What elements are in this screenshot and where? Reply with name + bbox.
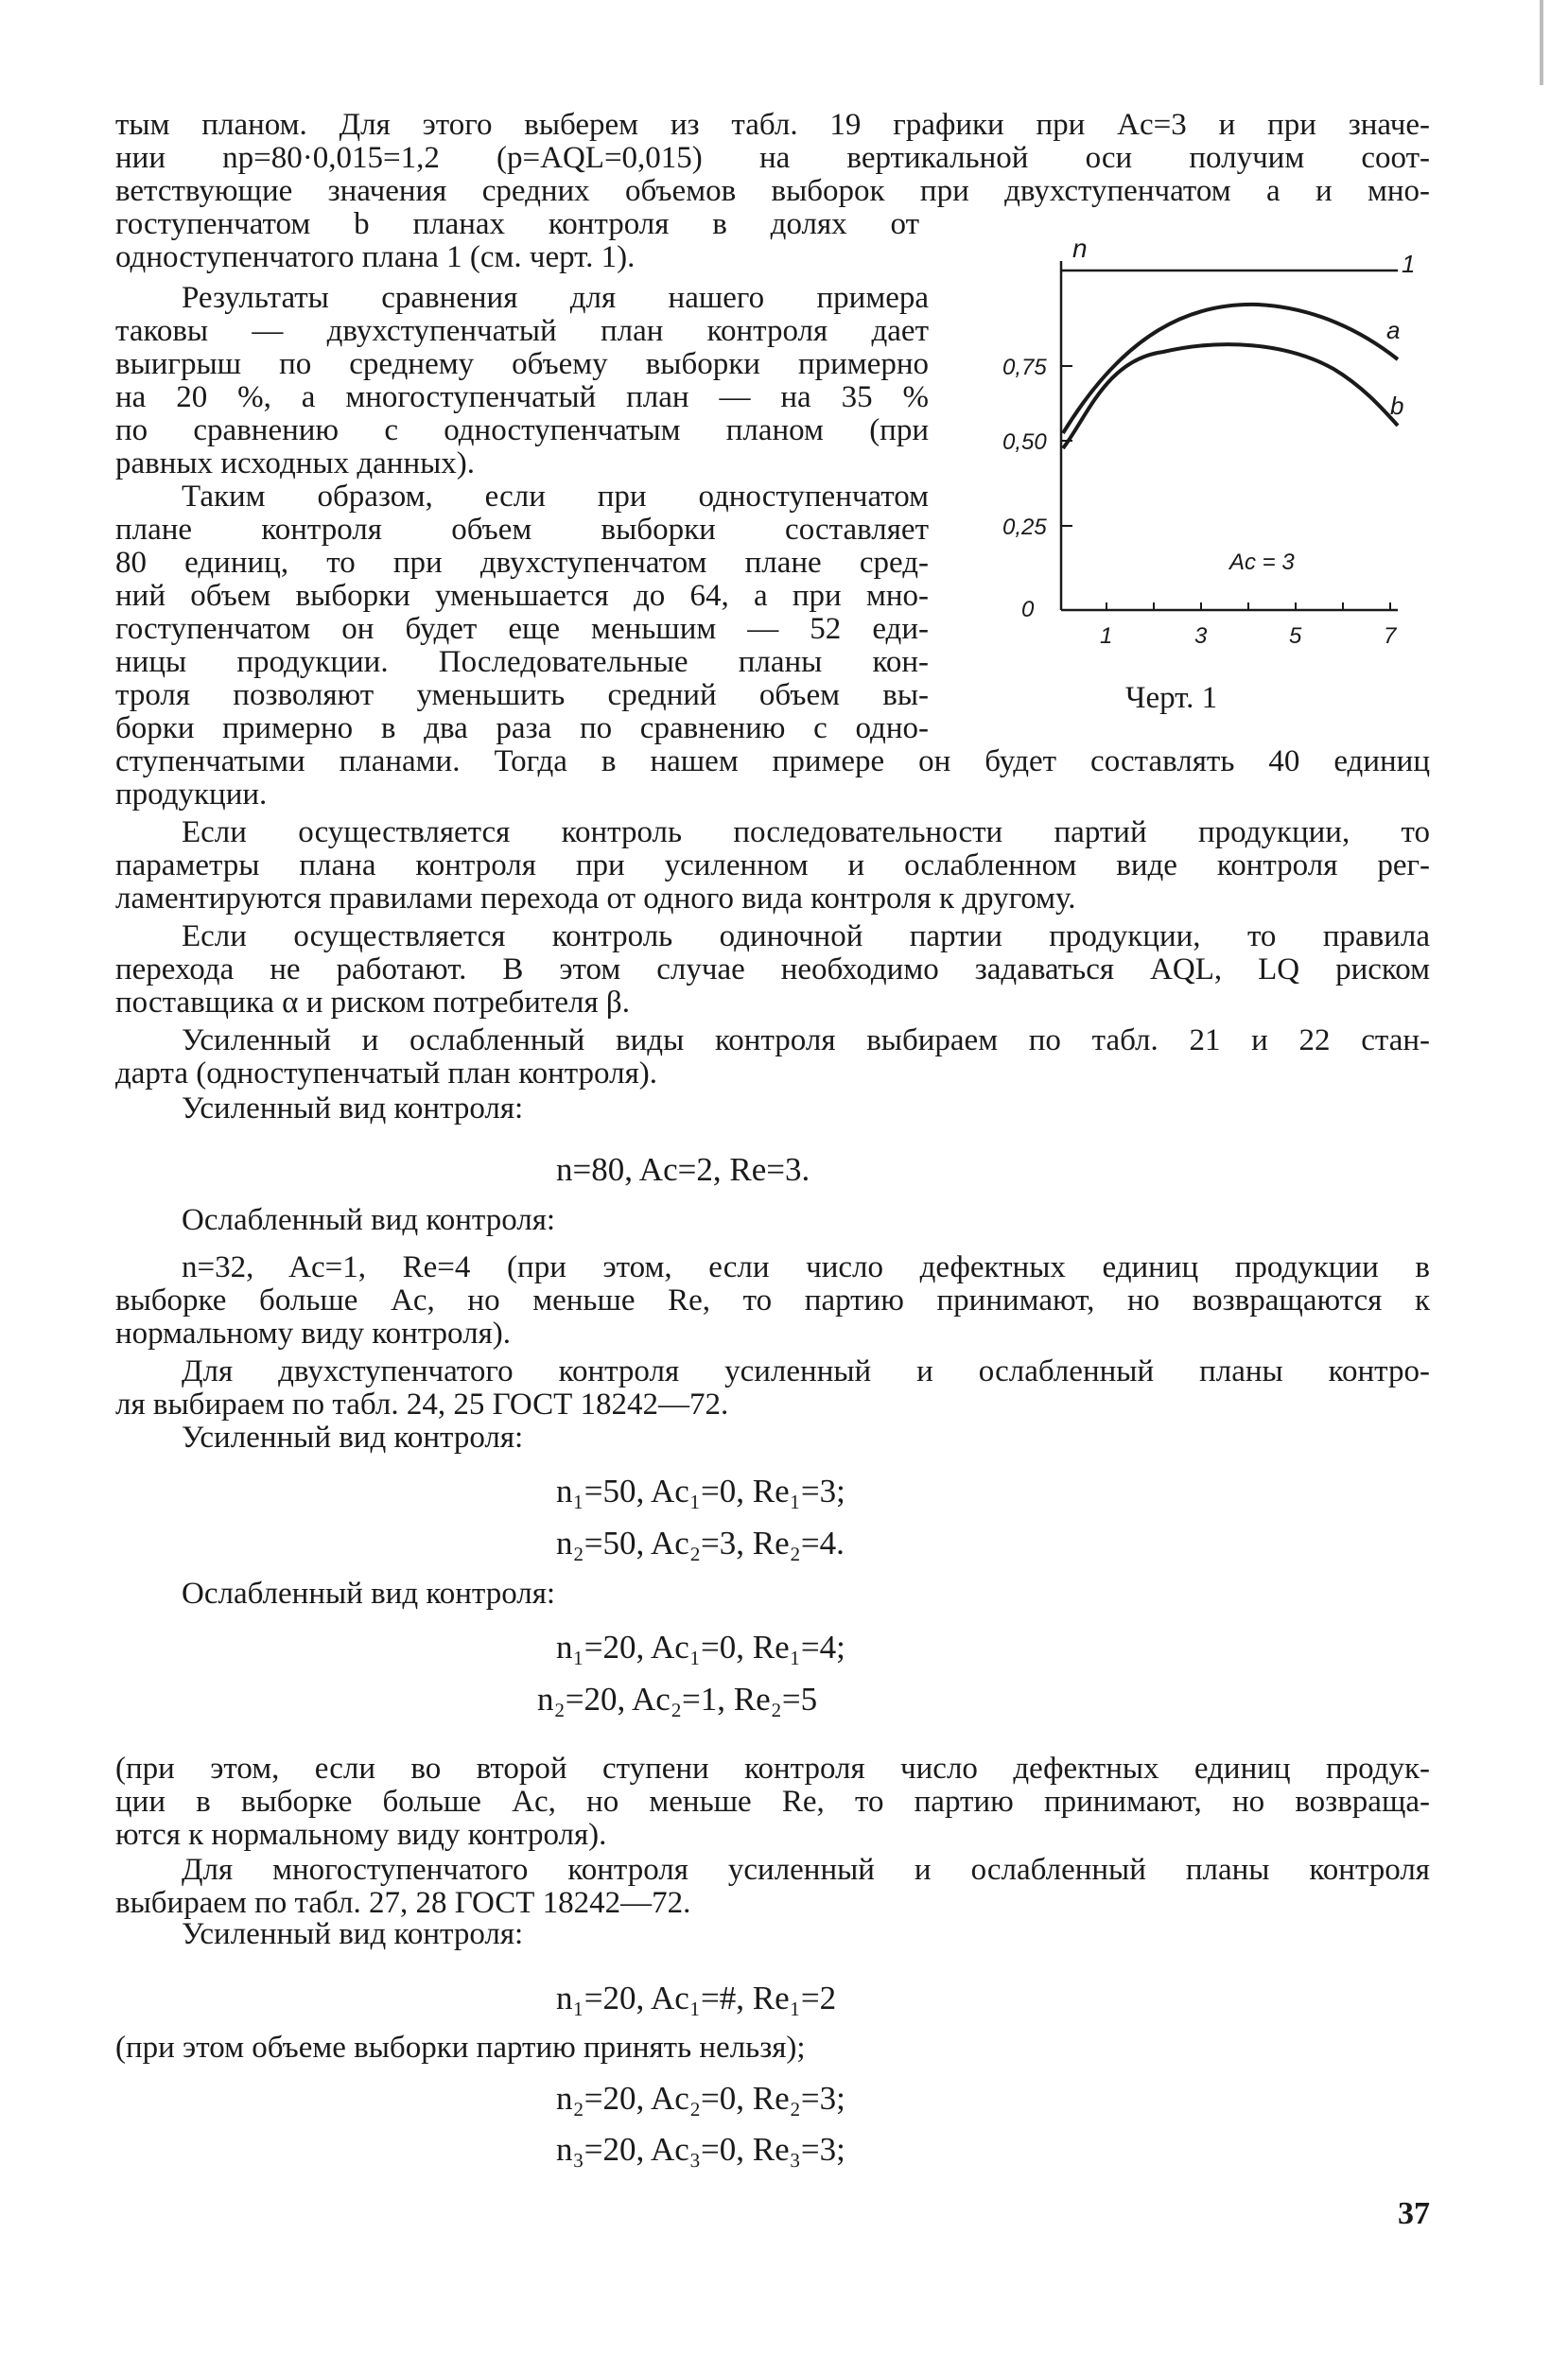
text-line: выборке больше Ac, но меньше Re, то партию принимают, но возвращаются к	[115, 1283, 1430, 1318]
text-line: Таким образом, если при одноступенчатом	[182, 480, 929, 514]
reduced-paragraph-1	[115, 1251, 1430, 1351]
text-line: n=32, Ac=1, Re=4 (при этом, если число дефектных единиц продукции в	[182, 1250, 1430, 1284]
multi-paragraph	[115, 1854, 1430, 1920]
cannot-accept-note: (при этом объеме выборки партию принять нельзя);	[115, 2031, 806, 2065]
text-line: ветствующие значения средних объемов выборок при двухступенчатом a и мно-	[115, 174, 1430, 208]
curve-b-line	[1063, 344, 1398, 448]
intro-paragraph	[115, 109, 1430, 208]
formula-tightened-3a: n₁=20, Ac₁=#, Re₁=2	[556, 1980, 837, 2016]
text-line: (при этом, если во второй ступени контроля число дефектных единиц продук-	[115, 1752, 1430, 1786]
text-line: перехода не работают. В этом случае необходимо задаваться AQL, LQ риском	[115, 952, 1430, 986]
formula-tightened-3c: n₃=20, Ac₃=0, Re₃=3;	[556, 2131, 845, 2168]
text-line: выигрыш по среднему объему выборки примерно	[115, 347, 929, 381]
text-line: ламентируются правилами перехода от одного вида контроля к другому.	[115, 881, 1076, 916]
text-line: борки примерно в два раза по сравнению с одно-	[115, 711, 929, 745]
text-line: 80 единиц, то при двухступенчатом плане сред-	[115, 546, 929, 580]
text-line: ний объем выборки уменьшается до 64, а при мно-	[115, 579, 929, 613]
text-line: плане контроля объем выборки составляет	[115, 513, 929, 547]
page-number: 37	[1398, 2196, 1430, 2231]
intro-paragraph-narrow	[115, 208, 919, 274]
formula-reduced-2a: n₁=20, Ac₁=0, Re₁=4;	[556, 1629, 845, 1666]
text-line: равных исходных данных).	[115, 446, 476, 480]
text-line: параметры плана контроля при усиленном и ослабленном виде контроля рег-	[115, 848, 1430, 882]
text-line: Для двухступенчатого контроля усиленный и ослабленный планы контро-	[182, 1354, 1430, 1388]
reduced-label-1: Ослабленный вид контроля:	[182, 1203, 556, 1237]
x-tick-label: 1	[1100, 623, 1113, 649]
choose-paragraph	[115, 1024, 1430, 1091]
curve-a-line	[1063, 305, 1401, 433]
tightened-label-1: Усиленный вид контроля:	[182, 1091, 524, 1126]
second-stage-paragraph	[115, 1753, 1430, 1852]
text-line: Если осуществляется контроль одиночной партии продукции, то правила	[182, 919, 1430, 953]
tightened-label-2: Усиленный вид контроля:	[182, 1421, 524, 1455]
text-line: Результаты сравнения для нашего примера	[182, 281, 929, 315]
text-line: на 20 %, а многоступенчатый план — на 35 %	[115, 380, 929, 414]
text-line: выбираем по табл. 27, 28 ГОСТ 18242—72.	[115, 1886, 691, 1920]
text-line: продукции.	[115, 777, 268, 812]
figure-chart-1	[984, 227, 1475, 738]
formula-tightened-3b: n₂=20, Ac₂=0, Re₂=3;	[556, 2080, 845, 2117]
text-line: ступенчатыми планами. Тогда в нашем примере он будет составлять 40 единиц	[115, 744, 1430, 778]
text-line: гоступенчатом он будет еще меньшим — 52 еди-	[115, 612, 929, 646]
text-line: ются к нормальному виду контроля).	[115, 1818, 607, 1852]
x-tick-label: 3	[1194, 623, 1208, 649]
text-line: тым планом. Для этого выберем из табл. 19 графики при Ac=3 и при значе-	[115, 108, 1430, 142]
figure-caption: Черт. 1	[1125, 681, 1218, 715]
scan-edge-mark	[1540, 0, 1543, 85]
text-line: ницы продукции. Последовательные планы кон-	[115, 645, 929, 679]
text-line: гоступенчатом b планах контроля в долях от	[115, 207, 919, 241]
formula-tightened-2b: n₂=50, Ac₂=3, Re₂=4.	[556, 1525, 845, 1562]
text-line: дарта (одноступенчатый план контроля).	[115, 1056, 658, 1091]
y-tick-label: 0,75	[1002, 355, 1047, 380]
text-line: нии np=80·0,015=1,2 (p=AQL=0,015) на вертикальной оси получим соот-	[115, 141, 1430, 175]
double-paragraph	[115, 1355, 1430, 1422]
text-line: по сравнению с одноступенчатым планом (при	[115, 413, 929, 447]
curve-label-a: a	[1386, 316, 1401, 344]
text-line: ции в выборке больше Ac, но меньше Re, то партию принимают, но возвраща-	[115, 1785, 1430, 1819]
sequence-paragraph	[115, 816, 1430, 916]
thus-paragraph	[115, 480, 929, 745]
formula-tightened-2a: n₁=50, Ac₁=0, Re₁=3;	[556, 1473, 845, 1510]
results-paragraph	[115, 282, 929, 480]
x-tick-label: 7	[1384, 623, 1397, 649]
text-line: Если осуществляется контроль последовательности партий продукции, то	[182, 815, 1430, 849]
y-axis-label: n	[1072, 234, 1088, 263]
y-tick-label: 0,25	[1002, 515, 1047, 540]
text-line: Для многоступенчатого контроля усиленный и ослабленный планы контроля	[182, 1853, 1430, 1887]
text-line: нормальному виду контроля).	[115, 1317, 512, 1351]
curve-label-b: b	[1390, 392, 1404, 420]
y-tick-label: 0	[1021, 597, 1035, 622]
chart-annotation: Ac = 3	[1229, 550, 1295, 575]
text-line: поставщика α и риском потребителя β.	[115, 986, 630, 1020]
x-tick-label: 5	[1289, 623, 1302, 649]
thus-paragraph-wide	[115, 745, 1430, 812]
text-line: одноступенчатого плана 1 (см. черт. 1).	[115, 240, 636, 274]
text-line: троля позволяют уменьшить средний объем вы-	[115, 678, 929, 712]
curve-label-1: 1	[1402, 250, 1416, 278]
text-line: ля выбираем по табл. 24, 25 ГОСТ 18242—72.	[115, 1387, 729, 1422]
y-tick-label: 0,50	[1002, 429, 1047, 455]
formula-tightened-1: n=80, Ac=2, Re=3.	[556, 1151, 810, 1188]
text-line: Усиленный и ослабленный виды контроля выбираем по табл. 21 и 22 стан-	[182, 1023, 1430, 1057]
text-line: таковы — двухступенчатый план контроля дает	[115, 314, 929, 348]
reduced-label-2: Ослабленный вид контроля:	[182, 1577, 556, 1611]
single-batch-paragraph	[115, 920, 1430, 1020]
formula-reduced-2b: n₂=20, Ac₂=1, Re₂=5	[537, 1681, 818, 1718]
tightened-label-3: Усиленный вид контроля:	[182, 1917, 524, 1951]
